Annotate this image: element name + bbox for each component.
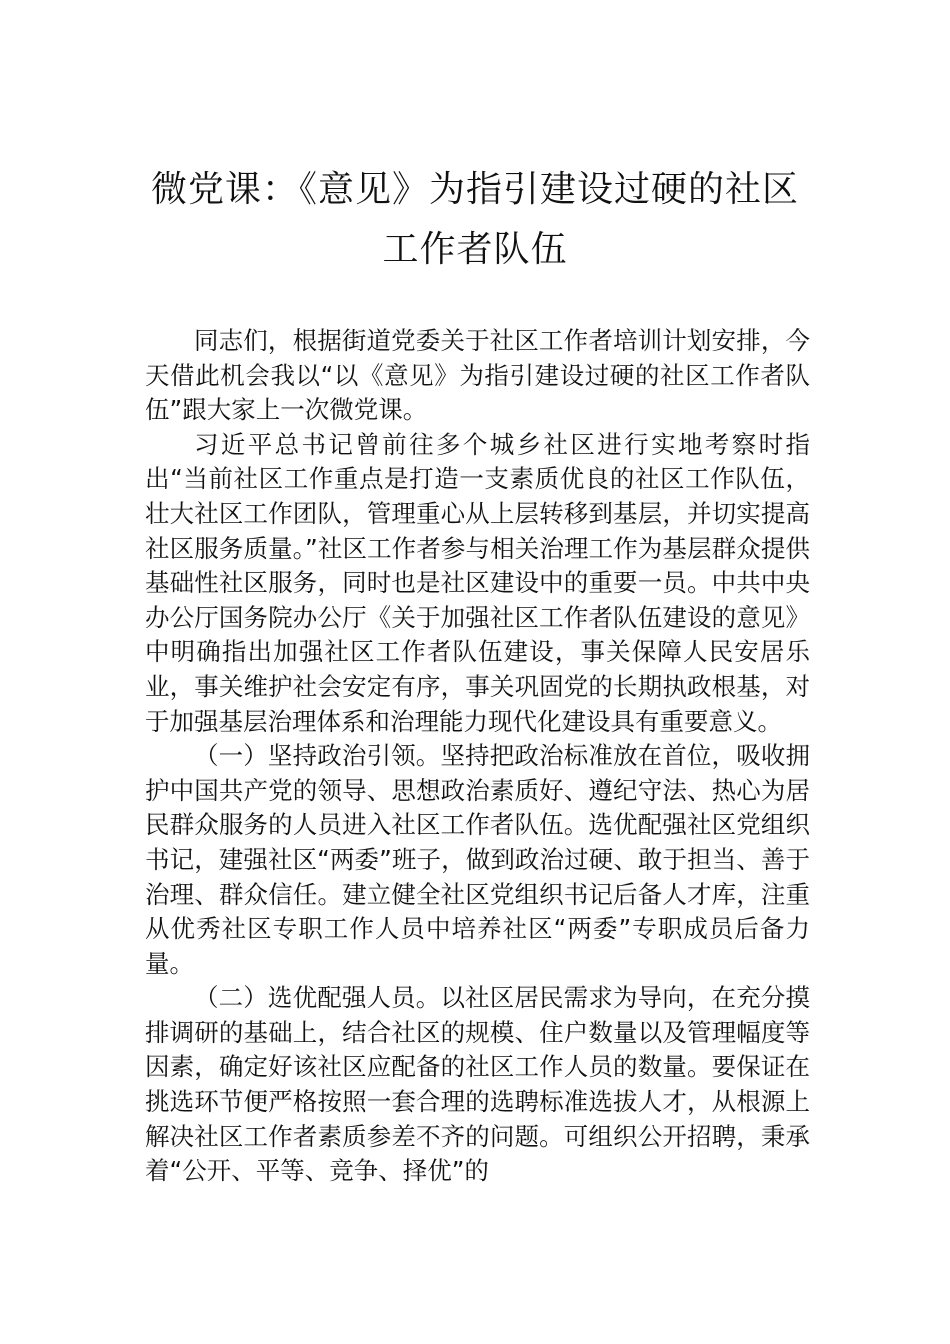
paragraph-intro: 同志们，根据街道党委关于社区工作者培训计划安排，今天借此机会我以“以《意见》为指引建设过硬的社区工作者队伍”跟大家上一次微党课。 xyxy=(145,326,810,425)
title-line-1: 微党课：《意见》为指引建设过硬的社区 xyxy=(150,169,799,210)
paragraph-section-2: （二）选优配强人员。以社区居民需求为导向，在充分摸排调研的基础上，结合社区的规模、住户数量以及管理幅度等因素，确定好该社区应配备的社区工作人员的数量。要保证在挑选环节便严格按照一套合理的选聘标准选拔人才，从根源上解决社区工作者素质参差不齐的问题。可组织公开招聘，秉承着“公开、平等、竞争、择优”的 xyxy=(145,983,810,1186)
document-title xyxy=(140,160,810,280)
paragraph-background: 习近平总书记曾前往多个城乡社区进行实地考察时指出“当前社区工作重点是打造一支素质优良的社区工作队伍，壮大社区工作团队，管理重心从上层转移到基层，并切实提高社区服务质量。”社区工作者参与相关治理工作为基层群众提供基础性社区服务，同时也是社区建设中的重要一员。中共中央办公厅国务院办公厅《关于加强社区工作者队伍建设的意见》中明确指出加强社区工作者队伍建设，事关保障人民安居乐业，事关维护社会安定有序，事关巩固党的长期执政根基，对于加强基层治理体系和治理能力现代化建设具有重要意义。 xyxy=(145,429,810,736)
document-body xyxy=(145,324,810,1189)
paragraph-section-1: （一）坚持政治引领。坚持把政治标准放在首位，吸收拥护中国共产党的领导、思想政治素质好、遵纪守法、热心为居民群众服务的人员进入社区工作者队伍。选优配强社区党组织书记，建强社区“两委”班子，做到政治过硬、敢于担当、善于治理、群众信任。建立健全社区党组织书记后备人才库，注重从优秀社区专职工作人员中培养社区“两委”专职成员后备力量。 xyxy=(145,741,810,978)
title-line-2: 工作者队伍 xyxy=(382,229,568,270)
